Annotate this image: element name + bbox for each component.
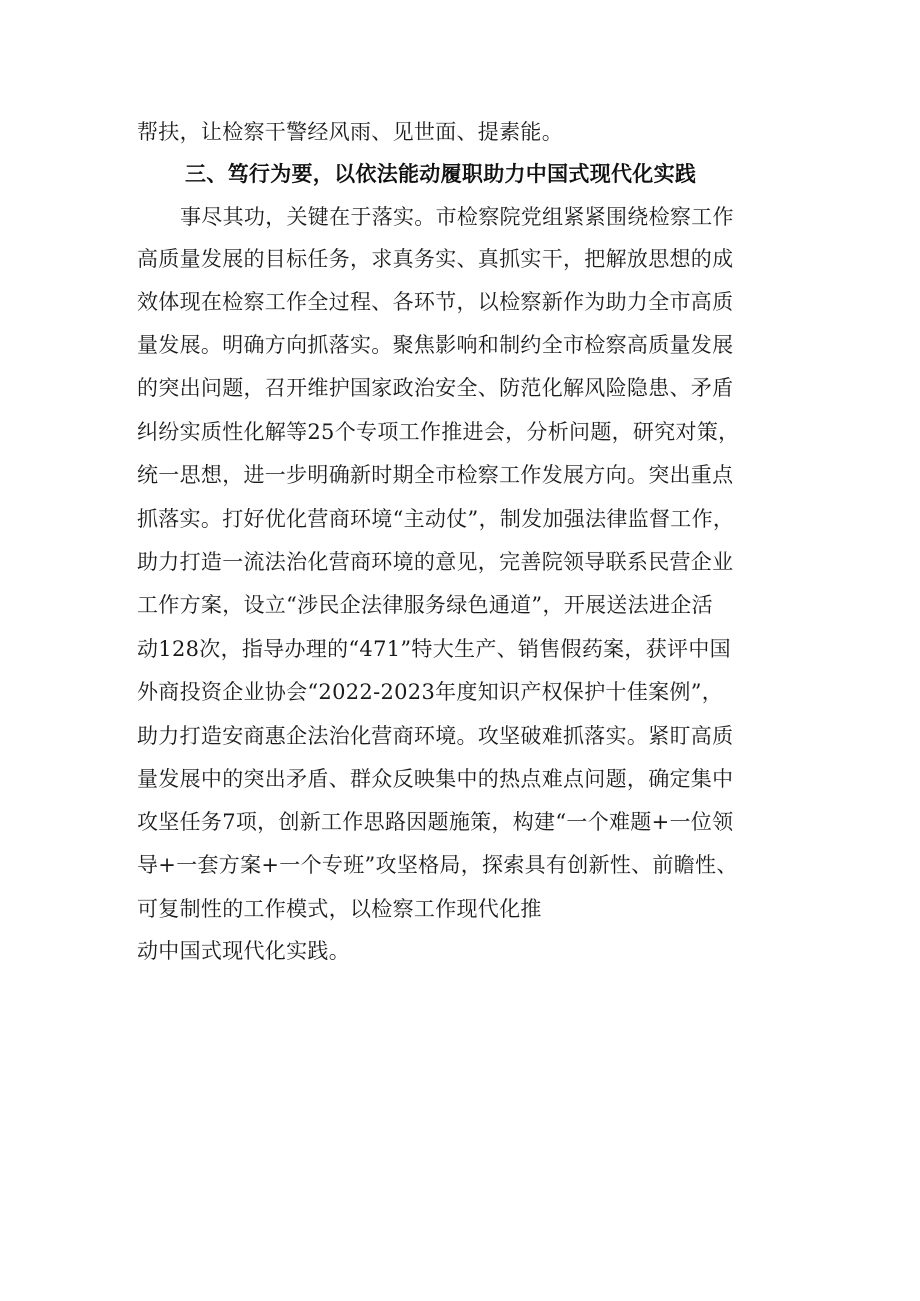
paragraph-line: 抓落实。打好优化营商环境“主动仗”，制发加强法律监督工作，	[137, 507, 735, 531]
paragraph-line: 量发展中的突出矛盾、群众反映集中的热点难点问题，确定集中	[137, 767, 734, 791]
paragraph-line: 助力打造一流法治化营商环境的意见，完善院领导联系民营企业	[137, 550, 734, 574]
paragraph-line: 量发展。明确方向抓落实。聚焦影响和制约全市检察高质量发展	[137, 333, 734, 357]
paragraph-line: 帮扶，让检察干警经风雨、见世面、提素能。	[137, 120, 563, 144]
paragraph-line: 统一思想，进一步明确新时期全市检察工作发展方向。突出重点	[137, 463, 734, 487]
paragraph-line: 动中国式现代化实践。	[137, 939, 350, 963]
paragraph-line: 的突出问题，召开维护国家政治安全、防范化解风险隐患、矛盾	[137, 376, 734, 400]
paragraph-line: 纠纷实质性化解等25个专项工作推进会，分析问题，研究对策，	[137, 420, 740, 444]
section-heading: 三、笃行为要，以依法能动履职助力中国式现代化实践	[185, 162, 697, 186]
paragraph-line: 事尽其功，关键在于落实。市检察院党组紧紧围绕检察工作	[180, 205, 734, 229]
paragraph-line: 外商投资企业协会“2022-2023年度知识产权保护十佳案例”，	[137, 680, 724, 704]
paragraph-line: 动128次，指导办理的“471”特大生产、销售假药案，获评中国	[137, 637, 731, 661]
paragraph-line: 工作方案，设立“涉民企法律服务绿色通道”，开展送法进企活	[137, 593, 713, 617]
paragraph-line: 导+一套方案+一个专班”攻坚格局，探索具有创新性、前瞻性、	[137, 853, 738, 877]
paragraph-line: 效体现在检察工作全过程、各环节，以检察新作为助力全市高质	[137, 290, 734, 314]
paragraph-line: 助力打造安商惠企法治化营商环境。攻坚破难抓落实。紧盯高质	[137, 724, 734, 748]
paragraph-line: 可复制性的工作模式，以检察工作现代化推	[137, 897, 542, 921]
paragraph-line: 高质量发展的目标任务，求真务实、真抓实干，把解放思想的成	[137, 247, 734, 271]
paragraph-line: 攻坚任务7项，创新工作思路因题施策，构建“一个难题+一位领	[137, 810, 734, 834]
